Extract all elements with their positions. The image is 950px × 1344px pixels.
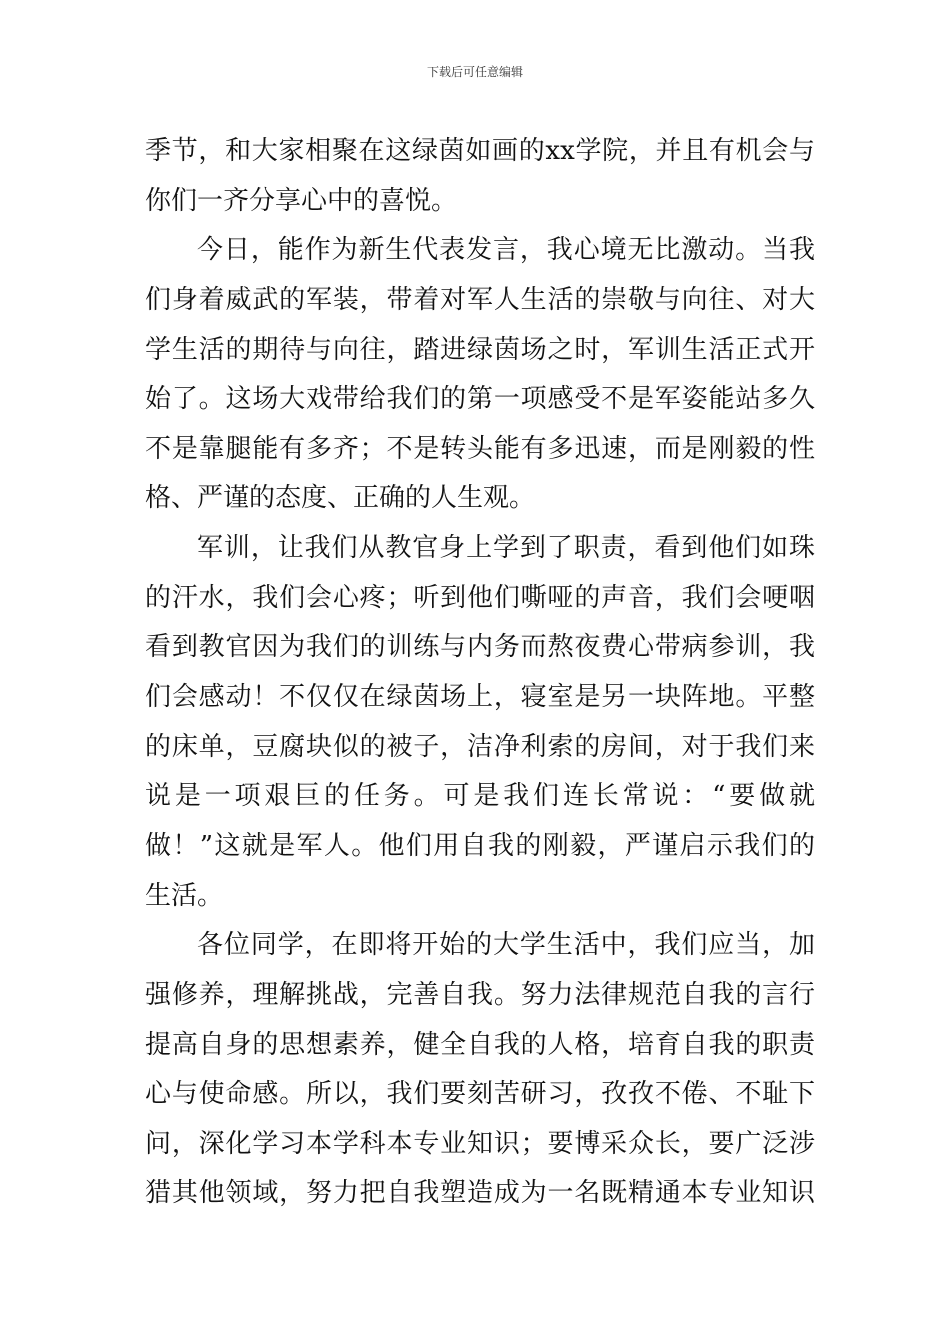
text-line: 不是靠腿能有多齐；不是转头能有多迅速，而是刚毅的性 (145, 433, 815, 464)
text-line: 学生活的期待与向往，踏进绿茵场之时，军训生活正式开 (145, 334, 815, 365)
text-line: 季节，和大家相聚在这绿茵如画的xx学院，并且有机会与 (145, 136, 815, 166)
document-body (145, 127, 815, 1219)
text-line: 今日，能作为新生代表发言，我心境无比激动。当我 (197, 235, 815, 266)
text-line: 的床单，豆腐块似的被子，洁净利索的房间，对于我们来 (145, 731, 815, 762)
text-line: 你们一齐分享心中的喜悦。 (145, 185, 458, 216)
text-line: 军训，让我们从教官身上学到了职责，看到他们如珠 (197, 533, 815, 564)
text-line: 问，深化学习本学科本专业知识；要博采众长，要广泛涉 (145, 1128, 815, 1159)
text-line: 格、严谨的态度、正确的人生观。 (145, 483, 536, 514)
text-line: 说是一项艰巨的任务。可是我们连长常说：“要做就 (145, 781, 815, 812)
text-line: 生活。 (145, 880, 224, 911)
text-line: 始了。这场大戏带给我们的第一项感受不是军姿能站多久 (145, 384, 815, 415)
text-line: 的汗水，我们会心疼；听到他们嘶哑的声音，我们会哽咽 (145, 582, 815, 613)
page-header: 下载后可任意编辑 (426, 65, 523, 79)
text-line: 做！”这就是军人。他们用自我的刚毅，严谨启示我们的 (145, 830, 815, 861)
text-line: 们身着威武的军装，带着对军人生活的崇敬与向往、对大 (145, 284, 815, 315)
text-line: 各位同学，在即将开始的大学生活中，我们应当，加 (197, 930, 815, 961)
text-line: 们会感动！不仅仅在绿茵场上，寝室是另一块阵地。平整 (145, 682, 815, 713)
text-line: 猎其他领域，努力把自我塑造成为一名既精通本专业知识 (145, 1178, 815, 1209)
text-line: 心与使命感。所以，我们要刻苦研习，孜孜不倦、不耻下 (145, 1079, 815, 1110)
text-line: 看到教官因为我们的训练与内务而熬夜费心带病参训，我 (145, 632, 815, 663)
text-line: 提高自身的思想素养，健全自我的人格，培育自我的职责 (145, 1029, 815, 1060)
text-line: 强修养，理解挑战，完善自我。努力法律规范自我的言行 (145, 979, 815, 1010)
